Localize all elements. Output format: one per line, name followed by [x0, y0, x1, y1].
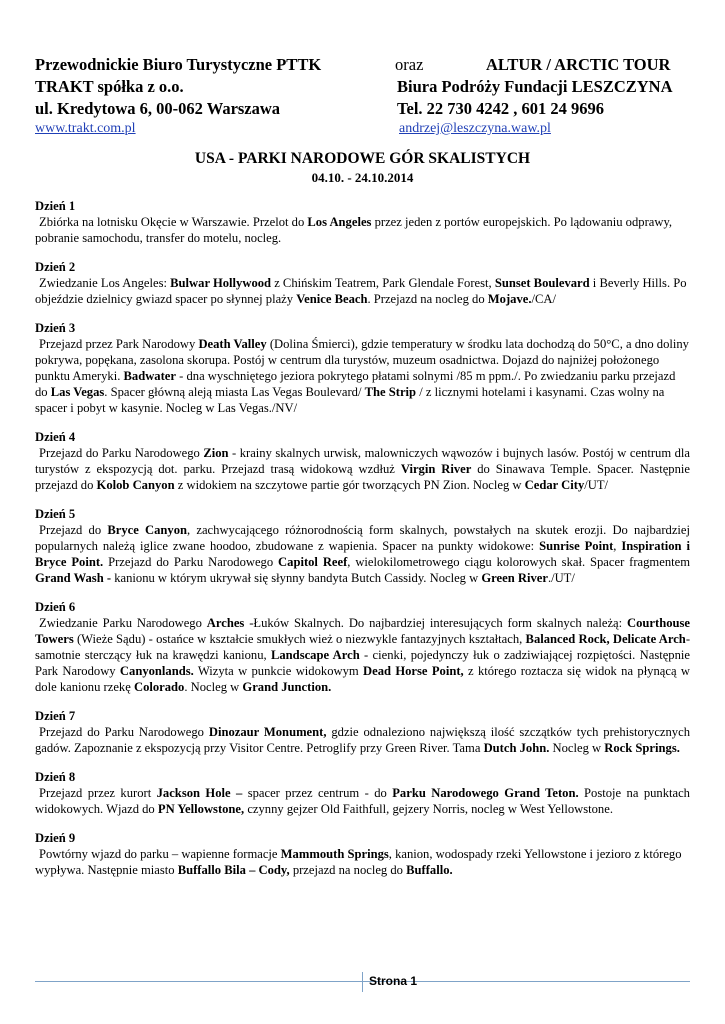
place-name: Zion — [203, 446, 229, 460]
place-name: Dead Horse Point, — [363, 664, 464, 678]
place-name: Jackson Hole – — [156, 786, 243, 800]
description-text: , kanion, wodospady rzeki Yellowstone i jezioro z którego wypływa. Następnie miasto — [35, 847, 682, 877]
description-text: (Dolina Śmierci), gdzie temperatury w środku lata dochodzą do 50°C, a dno doliny pokrywa, popękana, zasolona skorupa. Postój w centrum dla turystów, muzeum osadnictwa. Dojazd do najniżej położonego punktu Ameryki. — [35, 337, 689, 383]
place-name: Mojave. — [487, 292, 532, 306]
place-name: Los Angeles — [307, 215, 372, 229]
conjunction-oraz: oraz — [395, 55, 424, 74]
place-name: Venice Beach — [296, 292, 368, 306]
day-description — [35, 846, 690, 878]
description-text: Przejazd przez Park Narodowy — [39, 337, 199, 351]
page-footer — [35, 972, 690, 992]
description-text: z którego roztacza się widok na płynącą w dole kanionu rzekę — [35, 664, 690, 694]
footer-rule-left — [35, 981, 362, 982]
day-section — [35, 830, 690, 878]
description-text: , wielokilometrowego ciągu kolorowych skał. Spacer fragmentem — [347, 555, 690, 569]
description-text: Przejazd przez kurort — [39, 786, 157, 800]
day-description — [35, 724, 690, 756]
itinerary — [35, 198, 690, 891]
description-text: Nocleg w — [549, 741, 605, 755]
letterhead-row-3 — [35, 98, 695, 120]
day-section — [35, 259, 690, 307]
description-text: do Sinawava Temple. Spacer. Następnie przejazd do — [35, 462, 690, 492]
description-text: . Przejazd na nocleg do — [367, 292, 488, 306]
day-description — [35, 275, 690, 307]
place-name: Landscape Arch — [270, 648, 360, 662]
day-description — [35, 445, 690, 493]
description-text: Zwiedzanie Parku Narodowego — [39, 616, 207, 630]
description-text: /UT/ — [584, 478, 609, 492]
place-name: Death Valley — [198, 337, 267, 351]
company-legal-name: TRAKT spółka z o.o. — [35, 77, 184, 96]
place-name: Cedar City — [524, 478, 585, 492]
email-link[interactable]: andrzej@leszczyna.waw.pl — [399, 121, 551, 136]
day-heading: Dzień 3 — [35, 321, 76, 335]
partner-phone: Tel. 22 730 4242 , 601 24 9696 — [397, 99, 605, 118]
description-text: (Wieże Sądu) - ostańce w kształcie smukłych wież o niezwykle fantazyjnych kształtach, — [73, 632, 526, 646]
footer-separator — [362, 972, 363, 992]
place-name: Arches — [206, 616, 245, 630]
day-section — [35, 320, 690, 416]
description-text: Postoje na punktach widokowych. Wjazd do — [35, 786, 690, 816]
day-description — [35, 615, 690, 695]
place-name: Buffallo Bila – Cody, — [177, 863, 290, 877]
day-section — [35, 708, 690, 756]
day-heading: Dzień 9 — [35, 831, 76, 845]
description-text: / z licznymi hotelami i kasynami. Czas wolny na spacer i pobyt w kasynie. Nocleg w Las Vegas./NV/ — [35, 385, 665, 415]
description-text: , zachwycającego różnorodnością form skalnych, powstałych na skutek erozji. Do najbardziej popularnych należą iglice zwane hoodoo, zbudowane z wapienia. Spacer na punkty widokowe: — [35, 523, 690, 553]
description-text: Zbiórka na lotnisku Okęcie w Warszawie. Przelot do — [39, 215, 308, 229]
description-text: . Nocleg w — [184, 680, 243, 694]
description-text: Wizyta w punkcie widokowym — [193, 664, 364, 678]
page-number: Strona 1 — [369, 974, 418, 988]
description-text: . Spacer główną aleją miasta Las Vegas Boulevard/ — [104, 385, 365, 399]
place-name: Grand Junction. — [242, 680, 332, 694]
day-heading: Dzień 4 — [35, 430, 76, 444]
place-name: Buffallo. — [406, 863, 453, 877]
description-text: - samotnie sterczący łuk na krawędzi kanionu, — [35, 632, 691, 662]
place-name: Green River — [481, 571, 548, 585]
day-heading: Dzień 1 — [35, 199, 76, 213]
description-text: Powtórny wjazd do parku – wapienne formacje — [39, 847, 281, 861]
place-name: Sunset Boulevard — [494, 276, 590, 290]
description-text: i Beverly Hills. Po objeździe dzielnicy gwiazd spacer po słynnej plaży — [35, 276, 687, 306]
description-text: czynny gejzer Old Faithfull, gejzery Norris, nocleg w West Yellowstone. — [244, 802, 613, 816]
description-text: ./UT/ — [547, 571, 575, 585]
day-section — [35, 599, 690, 695]
description-text: -Łuków Skalnych. Do najbardziej interesujących form skalnych należą: — [244, 616, 628, 630]
page-title: USA - PARKI NARODOWE GÓR SKALISTYCH — [194, 150, 531, 167]
description-text: Zwiedzanie Los Angeles: — [39, 276, 171, 290]
place-name: Kolob Canyon — [96, 478, 175, 492]
place-name: Sunrise Point — [539, 539, 614, 553]
place-name: Inspiration i Bryce Point. — [35, 539, 691, 569]
place-name: The Strip — [364, 385, 417, 399]
place-name: PN Yellowstone, — [157, 802, 245, 816]
website-link[interactable]: www.trakt.com.pl — [35, 121, 136, 136]
description-text: Przejazd do Parku Narodowego — [39, 446, 204, 460]
day-heading: Dzień 6 — [35, 600, 76, 614]
description-text: Przejazd do Parku Narodowego — [39, 725, 209, 739]
place-name: Balanced Rock, Delicate Arch — [525, 632, 686, 646]
letterhead-links — [35, 120, 695, 138]
description-text: /CA/ — [531, 292, 556, 306]
description-text: - krainy skalnych urwisk, malowniczych wąwozów i bujnych lasów. Postój w centrum dla turystów z ekspozycją dot. parku. Przejazd trasą widokową wzdłuż — [35, 446, 691, 476]
letterhead-row-1 — [35, 54, 695, 76]
place-name: Dutch John. — [483, 741, 550, 755]
description-text: - dna wyschniętego jeziora pokrytego płatami solnymi /85 m ppm./. Po zwiedzaniu parku przejazd do — [35, 369, 676, 399]
company-name: Przewodnickie Biuro Turystyczne PTTK — [35, 55, 322, 74]
day-section — [35, 198, 690, 246]
description-text: , — [613, 539, 622, 553]
place-name: Canyonlands. — [119, 664, 194, 678]
day-description — [35, 336, 690, 416]
day-description — [35, 785, 690, 817]
partner-name: ALTUR / ARCTIC TOUR — [486, 55, 671, 74]
place-name: Courthouse Towers — [35, 616, 690, 646]
description-text: - cienki, pojedynczy łuk o zadziwiającej rozpiętości. Następnie Park Narodowy — [35, 648, 690, 678]
place-name: Bryce Canyon — [107, 523, 188, 537]
day-section — [35, 429, 690, 493]
day-heading: Dzień 8 — [35, 770, 76, 784]
description-text: gdzie odnaleziono największą ilość szczątków tych prehistorycznych gadów. Zapoznanie z ekspozycją przy Visitor Centre. Petroglify przy Green River. Tama — [35, 725, 690, 755]
partner-agency: Biura Podróży Fundacji LESZCZYNA — [397, 77, 673, 96]
place-name: Badwater — [123, 369, 176, 383]
day-description — [35, 522, 690, 586]
description-text: kanionu w którym ukrywał się słynny bandyta Butch Cassidy. Nocleg w — [111, 571, 482, 585]
letterhead — [35, 54, 695, 138]
description-text: spacer przez centrum - do — [242, 786, 393, 800]
day-section — [35, 769, 690, 817]
place-name: Rock Springs. — [604, 741, 680, 755]
description-text: z Chińskim Teatrem, Park Glendale Forest, — [271, 276, 495, 290]
place-name: Las Vegas — [50, 385, 105, 399]
place-name: Virgin River — [400, 462, 472, 476]
day-heading: Dzień 5 — [35, 507, 76, 521]
description-text: Przejazd do Parku Narodowego — [103, 555, 279, 569]
day-heading: Dzień 7 — [35, 709, 76, 723]
trip-dates: 04.10. - 24.10.2014 — [311, 170, 414, 185]
day-description — [35, 214, 690, 246]
day-heading: Dzień 2 — [35, 260, 76, 274]
description-text: z widokiem na szczytowe partie gór tworzących PN Zion. Nocleg w — [174, 478, 525, 492]
company-address: ul. Kredytowa 6, 00-062 Warszawa — [35, 99, 281, 118]
place-name: Dinozaur Monument, — [208, 725, 327, 739]
description-text: Przejazd do — [39, 523, 108, 537]
description-text: przejazd na nocleg do — [289, 863, 407, 877]
place-name: Colorado — [133, 680, 185, 694]
place-name: Mammouth Springs — [280, 847, 389, 861]
description-text: przez jeden z portów europejskich. Po lądowaniu odprawy, pobranie samochodu, transfer do motelu, nocleg. — [35, 215, 673, 245]
place-name: Bulwar Hollywood — [170, 276, 272, 290]
place-name: Parku Narodowego Grand Teton. — [392, 786, 579, 800]
place-name: Capitol Reef — [278, 555, 348, 569]
letterhead-row-2 — [35, 76, 695, 98]
place-name: Grand Wash - — [35, 571, 112, 585]
day-section — [35, 506, 690, 586]
